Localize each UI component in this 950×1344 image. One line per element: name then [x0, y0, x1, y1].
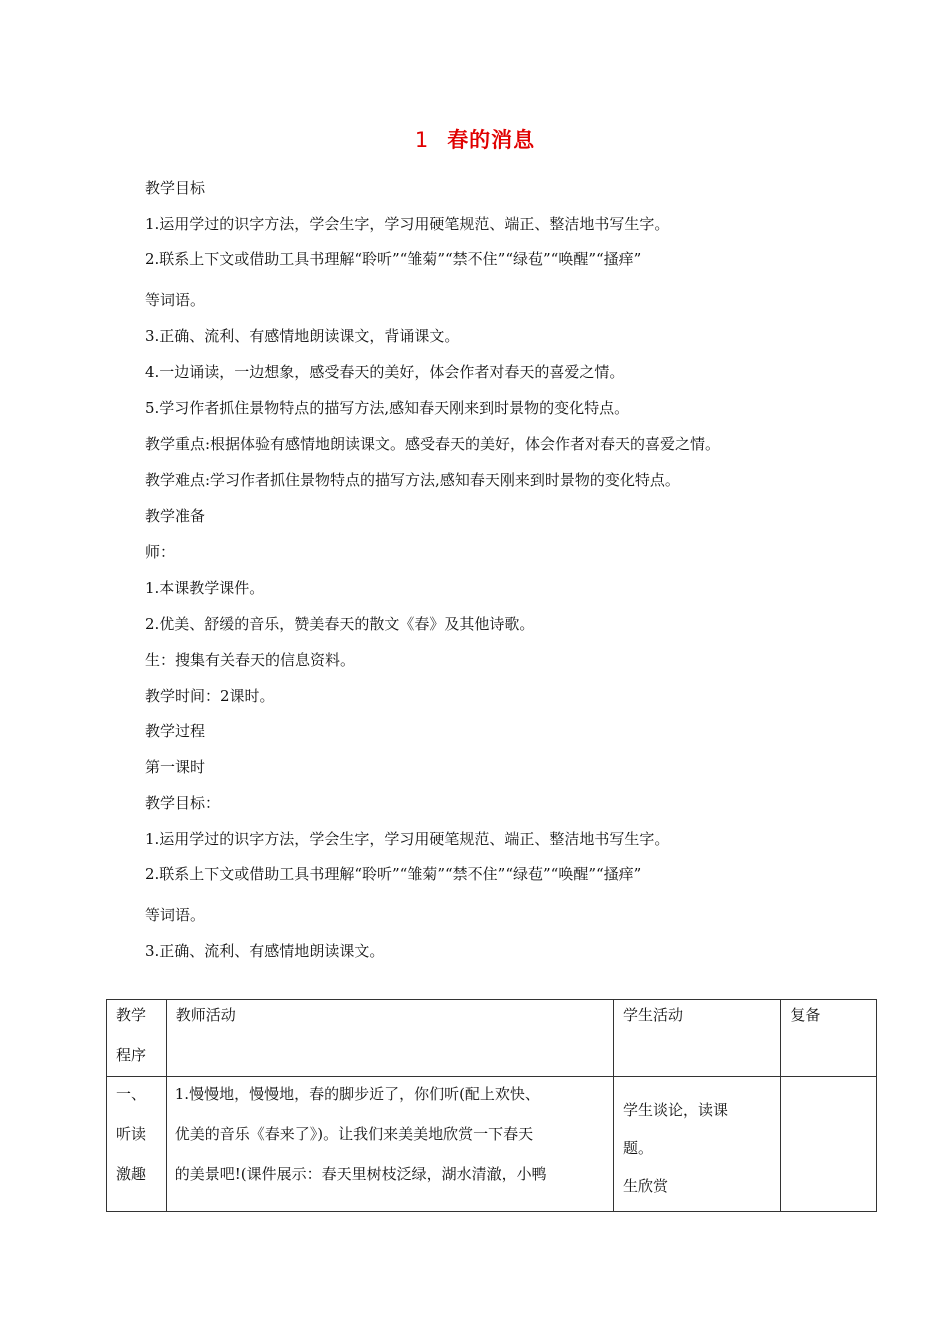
student-cell: 学生谈论，读课 题。 生欣赏	[614, 1077, 781, 1212]
table-row	[107, 1077, 877, 1212]
text-line: 3.正确、流利、有感情地朗读课文。	[145, 942, 385, 960]
text-line: 1.运用学过的识字方法，学会生字，学习用硬笔规范、端正、整洁地书写生字。	[145, 830, 670, 848]
text-line: 1.本课教学课件。	[145, 579, 265, 597]
text-line: 5.学习作者抓住景物特点的描写方法,感知春天刚来到时景物的变化特点。	[145, 399, 630, 417]
section-heading: 教学准备	[145, 507, 206, 525]
lesson-table	[106, 999, 877, 1212]
text-line: 教学重点:根据体验有感情地朗读课文。感受春天的美好，体会作者对春天的喜爱之情。	[145, 435, 721, 453]
text-line: 教学时间：2课时。	[145, 687, 275, 705]
section-heading: 教学过程	[145, 722, 206, 740]
text-line: 等词语。	[145, 291, 206, 309]
text-line: 3.正确、流利、有感情地朗读课文，背诵课文。	[145, 327, 460, 345]
header-student: 学生活动	[614, 1000, 781, 1077]
header-teacher: 教师活动	[166, 1000, 613, 1077]
text-line: 2.优美、舒缓的音乐，赞美春天的散文《春》及其他诗歌。	[145, 615, 535, 633]
text-line: 等词语。	[145, 906, 206, 924]
review-cell	[781, 1077, 877, 1212]
title-text: 春的消息	[447, 128, 536, 152]
text-line: 教学难点:学习作者抓住景物特点的描写方法,感知春天刚来到时景物的变化特点。	[145, 471, 680, 489]
text-line: 师：	[145, 543, 176, 561]
page-title	[0, 124, 950, 154]
text-line: 2.联系上下文或借助工具书理解“聆听”“雏菊”“禁不住”“绿苞”“唤醒”“搔痒”	[145, 250, 642, 268]
section-heading: 教学目标	[145, 179, 206, 197]
section-heading: 第一课时	[145, 758, 206, 776]
text-line: 2.联系上下文或借助工具书理解“聆听”“雏菊”“禁不住”“绿苞”“唤醒”“搔痒”	[145, 865, 642, 883]
text-line: 1.运用学过的识字方法，学会生字，学习用硬笔规范、端正、整洁地书写生字。	[145, 215, 670, 233]
header-review: 复备	[781, 1000, 877, 1077]
table-header-row	[107, 1000, 877, 1077]
text-line: 生：搜集有关春天的信息资料。	[145, 651, 356, 669]
teacher-cell: 1.慢慢地，慢慢地，春的脚步近了，你们听(配上欢快、 优美的音乐《春来了》)。让我们来美美地欣赏一下春天 的美景吧!(课件展示：春天里树枝泛绿，湖水清澈，小鸭	[166, 1077, 613, 1212]
step-cell: 一、 听读 激趣	[107, 1077, 167, 1212]
title-number: 1	[414, 128, 430, 152]
text-line: 4.一边诵读，一边想象，感受春天的美好，体会作者对春天的喜爱之情。	[145, 363, 625, 381]
header-step: 教学 程序	[107, 1000, 167, 1077]
section-heading: 教学目标：	[145, 794, 221, 812]
